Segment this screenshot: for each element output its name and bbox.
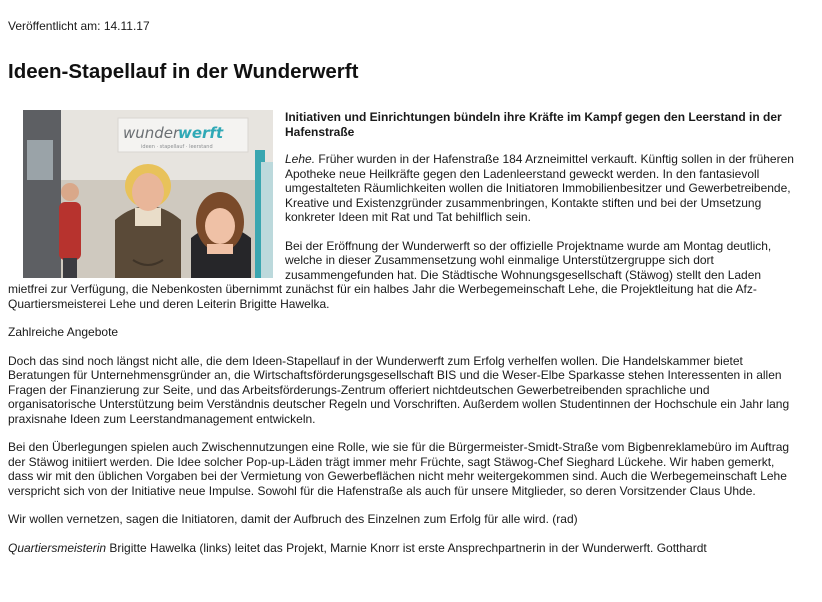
article-lead: Initiativen und Einrichtungen bündeln ihre Kräfte im Kampf gegen den Leerstand in der Hafenstraße [285, 110, 782, 139]
paragraph-3: Doch das sind noch längst nicht alle, die dem Ideen-Stapellauf in der Wunderwerft zum Erfolg verhelfen wollen. Die Handelskammer bietet Beratungen für Unternehmensgründer an, die Wirtschaftsförderungsgesellschaft BIS und die Weser-Elbe Sparkasse stehen Interessenten in allen Fragen der Finanzierung zur Seite, und das Arbeitsförderungs-Zentrum offeriert nichtdeutschen Gewerbetreibenden sprachliche und organisatorische Unterstützung beim Verständnis deutscher Regeln und Vorschriften. Außerdem wollen Studentinnen der Hochschule ein Jahr lang praxisnahe Ideen zum Leerstandmanagement entwickeln. [8, 353, 790, 426]
paragraph-1-text: Früher wurden in der Hafenstraße 184 Arzneimittel verkauft. Künftig sollen in der früheren Apotheke neue Heilkräfte gegen den Ladenleerstand geweckt werden. In den fantasievoll umgestalteten Räumlichkeiten wollen die Initiatoren Immobilienbesitzer und Gewerbetreibende, Kreative und Existenzgründer zusammenbringen, Kontakte stiften und bei der Umsetzung konkreter Ideen mit Rat und Tat behilflich sein. [285, 152, 794, 224]
subheading: Zahlreiche Angebote [8, 325, 119, 339]
photo-illustration [23, 110, 273, 278]
sign-tagline: ideen · stapellauf · leerstand [141, 144, 213, 150]
sign-text-a: wunder [123, 124, 180, 142]
article-body [8, 110, 798, 569]
article-photo [23, 110, 273, 278]
paragraph-4: Bei den Überlegungen spielen auch Zwischennutzungen eine Rolle, wie sie für die Bürgermeister-Smidt-Straße vom Bigbenreklamebüro im Auftrag der Stäwog initiiert werden. Die Idee solcher Pop-up-Läden trägt immer mehr Früchte, sagt Stäwog-Chef Sieghard Lückehe. Wir haben gemerkt, dass wir mit den üblichen Vorgaben bei der Vermietung von Gewerbeflächen nicht mehr weitergekommen sind. Auch die Werbegemeinschaft Lehe verspricht sich von der Initiative neue Impulse. Sowohl für die Hafenstraße als auch für unsere Mitglieder, so deren Vorsitzender Claus Uhde. [8, 440, 790, 498]
article-title: Ideen-Stapellauf in der Wunderwerft [8, 60, 359, 83]
place-name: Lehe. [285, 152, 316, 166]
photo-caption [8, 541, 798, 556]
paragraph-2: Bei der Eröffnung der Wunderwerft so der offizielle Projektname wurde am Montag deutlich, welche in dieser Zusammensetzung wohl einmalige Unterstützergruppe sich dort zusammengefunden hat. Die Städtische Wohnungsgesellschaft (Stäwog) stellt den Laden mietfrei zur Verfügung, die Nebenkosten übernimmt zunächst für ein halbes Jahr die Werbegemeinschaft Lehe, die Projektleitung hat die Afz-Quartiersmeisterei Lehe und deren Leiterin Brigitte Hawelka. [8, 238, 772, 311]
publish-date: Veröffentlicht am: 14.11.17 [8, 19, 150, 33]
caption-text: Brigitte Hawelka (links) leitet das Projekt, Marnie Knorr ist erste Ansprechpartnerin in der Wunderwerft. Gotthardt [106, 540, 707, 555]
paragraph-5: Wir wollen vernetzen, sagen die Initiatoren, damit der Aufbruch des Einzelnen zum Erfolg für alle wird. (rad) [8, 512, 578, 526]
sign-text-b: werft [178, 124, 224, 142]
caption-role: Quartiersmeisterin [8, 540, 107, 555]
